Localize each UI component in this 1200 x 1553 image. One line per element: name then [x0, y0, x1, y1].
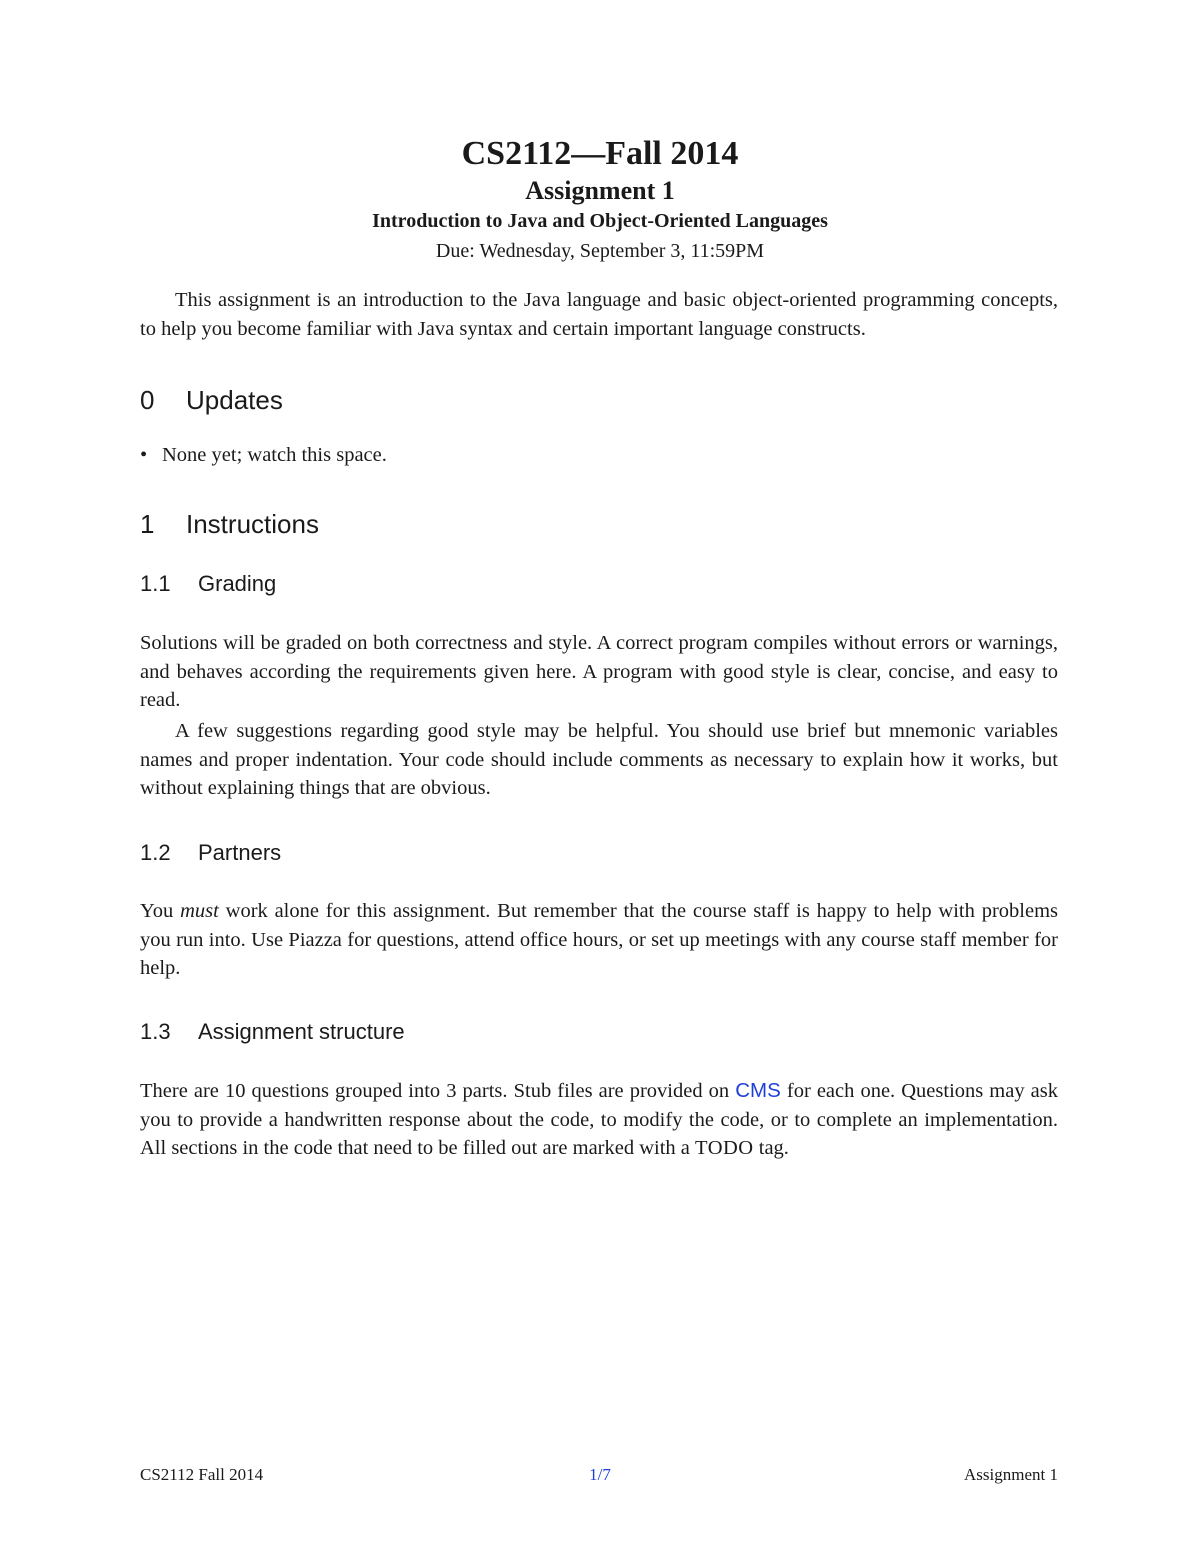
emphasis-must: must [180, 900, 219, 922]
cms-link[interactable]: CMS [735, 1079, 781, 1102]
structure-paragraph [140, 1077, 1058, 1163]
section-title: Updates [186, 385, 283, 415]
subsection-number: 1.3 [140, 1019, 171, 1044]
footer-course: CS2112 Fall 2014 [140, 1465, 264, 1484]
footer-page-number[interactable]: 1/7 [589, 1465, 611, 1484]
bullet-icon: • [140, 444, 148, 466]
todo-code: TODO [695, 1137, 754, 1159]
partners-text-end: work alone for this assignment. But remember that the course staff is happy to help with problems you run into. Use Piazza for questions, attend office hours, or set up meetings with any course staff member for help. [140, 900, 1058, 979]
due-date: Due: Wednesday, September 3, 11:59PM [435, 240, 765, 262]
assignment-title: Assignment 1 [525, 176, 675, 205]
subsection-title: Partners [198, 840, 282, 865]
list-item [140, 441, 387, 469]
structure-text-start: There are 10 questions grouped into 3 parts. Stub files are provided on [140, 1080, 736, 1102]
section-number: 1 [140, 509, 155, 539]
subsection-number: 1.2 [140, 840, 171, 865]
intro-paragraph: This assignment is an introduction to the Java language and basic object-oriented programming concepts, to help you become familiar with Java syntax and certain important language constructs. [140, 289, 1058, 340]
partners-text-start: You [140, 900, 181, 922]
subsection-title: Assignment structure [198, 1019, 405, 1044]
section-heading-updates [140, 385, 283, 415]
list-item-text: None yet; watch this space. [162, 444, 387, 466]
subsection-heading-partners [140, 840, 281, 866]
grading-paragraph-2: A few suggestions regarding good style may be helpful. You should use brief but mnemonic variables names and proper indentation. Your code should include comments as necessary to explain how it works, but without explaining things that are obvious. [140, 720, 1058, 799]
section-heading-instructions [140, 509, 319, 539]
structure-text-end: tag. [753, 1137, 789, 1159]
structure-text-middle: for each one. Questions may ask you to provide a handwritten response about the code, to modify the code, or to complete an implementation. All sections in the code that need to be filled out are marked with a [140, 1080, 1059, 1159]
subsection-heading-structure [140, 1019, 405, 1045]
subsection-heading-grading [140, 571, 276, 597]
footer-assignment: Assignment 1 [964, 1465, 1058, 1484]
assignment-subtitle: Introduction to Java and Object-Oriented Languages [372, 210, 828, 232]
subsection-title: Grading [198, 571, 277, 596]
grading-paragraph-1: Solutions will be graded on both correctness and style. A correct program compiles without errors or warnings, and behaves according the requirements given here. A program with good style is clear, concise, and easy to read. [140, 632, 1058, 711]
course-title: CS2112—Fall 2014 [461, 135, 739, 172]
partners-paragraph [140, 897, 1058, 983]
subsection-number: 1.1 [140, 571, 171, 596]
section-number: 0 [140, 385, 155, 415]
title-block [140, 134, 1060, 265]
section-title: Instructions [186, 509, 319, 539]
